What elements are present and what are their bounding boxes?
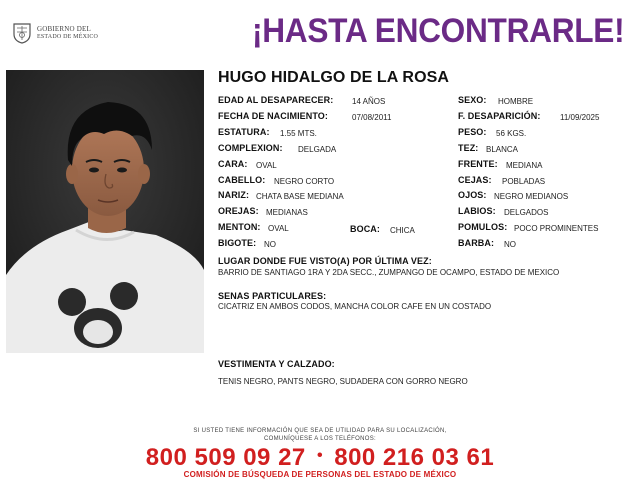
field-label: PESO: xyxy=(458,127,487,137)
field-label: BARBA: xyxy=(458,238,495,248)
last-seen-text: BARRIO DE SANTIAGO 1RA Y 2DA SECC., ZUMPANGO DE OCAMPO, ESTADO DE MEXICO xyxy=(218,268,560,277)
field-value: NO xyxy=(264,240,276,249)
phone-numbers xyxy=(0,444,640,472)
marks-title: SENAS PARTICULARES: xyxy=(218,291,327,301)
field-label: FECHA DE NACIMIENTO: xyxy=(218,111,328,121)
clothing-title: VESTIMENTA Y CALZADO: xyxy=(218,359,335,369)
field-label: CEJAS: xyxy=(458,175,492,185)
logo-line-1: GOBIERNO DEL xyxy=(37,25,91,33)
field-value: DELGADOS xyxy=(504,208,549,217)
field-value: 07/08/2011 xyxy=(352,113,392,122)
field-label: BOCA: xyxy=(350,224,380,234)
footer-note-line-2: COMUNÍQUESE A LOS TELÉFONOS: xyxy=(264,436,376,442)
field-label: OREJAS: xyxy=(218,206,259,216)
phone-number-1[interactable]: 800 509 09 27 xyxy=(145,444,306,471)
field-value: MEDIANA xyxy=(506,161,543,170)
field-value: 1.55 MTS. xyxy=(280,129,317,138)
person-name: HUGO HIDALGO DE LA ROSA xyxy=(218,69,450,86)
phone-number-2[interactable]: 800 216 03 61 xyxy=(334,444,495,471)
headline: ¡HASTA ENCONTRARLE! xyxy=(252,12,625,50)
commission-name: COMISIÓN DE BÚSQUEDA DE PERSONAS DEL ESTADO DE MÉXICO xyxy=(183,470,457,479)
government-logo xyxy=(12,20,122,46)
field-value: DELGADA xyxy=(298,145,337,154)
field-label: OJOS: xyxy=(458,190,487,200)
field-label: LABIOS: xyxy=(458,206,496,216)
footer-note-line-1: SI USTED TIENE INFORMACIÓN QUE SEA DE UTILIDAD PARA SU LOCALIZACIÓN, xyxy=(193,428,447,434)
field-label: F. DESAPARICIÓN: xyxy=(458,111,541,121)
clothing-text: TENIS NEGRO, PANTS NEGRO, SUDADERA CON GORRO NEGRO xyxy=(218,377,468,386)
field-label: SEXO: xyxy=(458,95,487,105)
field-value: BLANCA xyxy=(486,145,519,154)
field-value: MEDIANAS xyxy=(266,208,308,217)
field-value: POCO PROMINENTES xyxy=(514,224,599,233)
field-label: NARIZ: xyxy=(218,190,250,200)
field-label: TEZ: xyxy=(458,143,479,153)
field-label: ESTATURA: xyxy=(218,127,270,137)
field-value: 11/09/2025 xyxy=(560,113,600,122)
field-value: NEGRO CORTO xyxy=(274,177,335,186)
coat-of-arms-icon xyxy=(12,22,32,44)
field-value: CHATA BASE MEDIANA xyxy=(256,192,344,201)
field-value: CHICA xyxy=(390,226,415,235)
field-label: EDAD AL DESAPARECER: xyxy=(218,95,334,105)
field-value: 56 KGS. xyxy=(496,129,527,138)
phone-separator: • xyxy=(316,446,324,464)
field-value: NO xyxy=(504,240,516,249)
field-label: CABELLO: xyxy=(218,175,266,185)
marks-text: CICATRIZ EN AMBOS CODOS, MANCHA COLOR CAFE EN UN COSTADO xyxy=(218,302,492,311)
field-value: OVAL xyxy=(268,224,289,233)
field-value: POBLADAS xyxy=(502,177,546,186)
field-label: FRENTE: xyxy=(458,159,498,169)
last-seen-title: LUGAR DONDE FUE VISTO(A) POR ÚLTIMA VEZ: xyxy=(218,256,432,266)
field-label: COMPLEXION: xyxy=(218,143,283,153)
field-value: HOMBRE xyxy=(498,97,534,106)
field-label: POMULOS: xyxy=(458,222,508,232)
field-value: NEGRO MEDIANOS xyxy=(494,192,569,201)
field-value: 14 AÑOS xyxy=(352,97,386,106)
field-label: CARA: xyxy=(218,159,248,169)
field-label: MENTON: xyxy=(218,222,261,232)
field-value: OVAL xyxy=(256,161,277,170)
field-label: BIGOTE: xyxy=(218,238,257,248)
logo-line-2: ESTADO DE MÉXICO xyxy=(37,34,99,40)
missing-person-photo xyxy=(6,70,204,353)
